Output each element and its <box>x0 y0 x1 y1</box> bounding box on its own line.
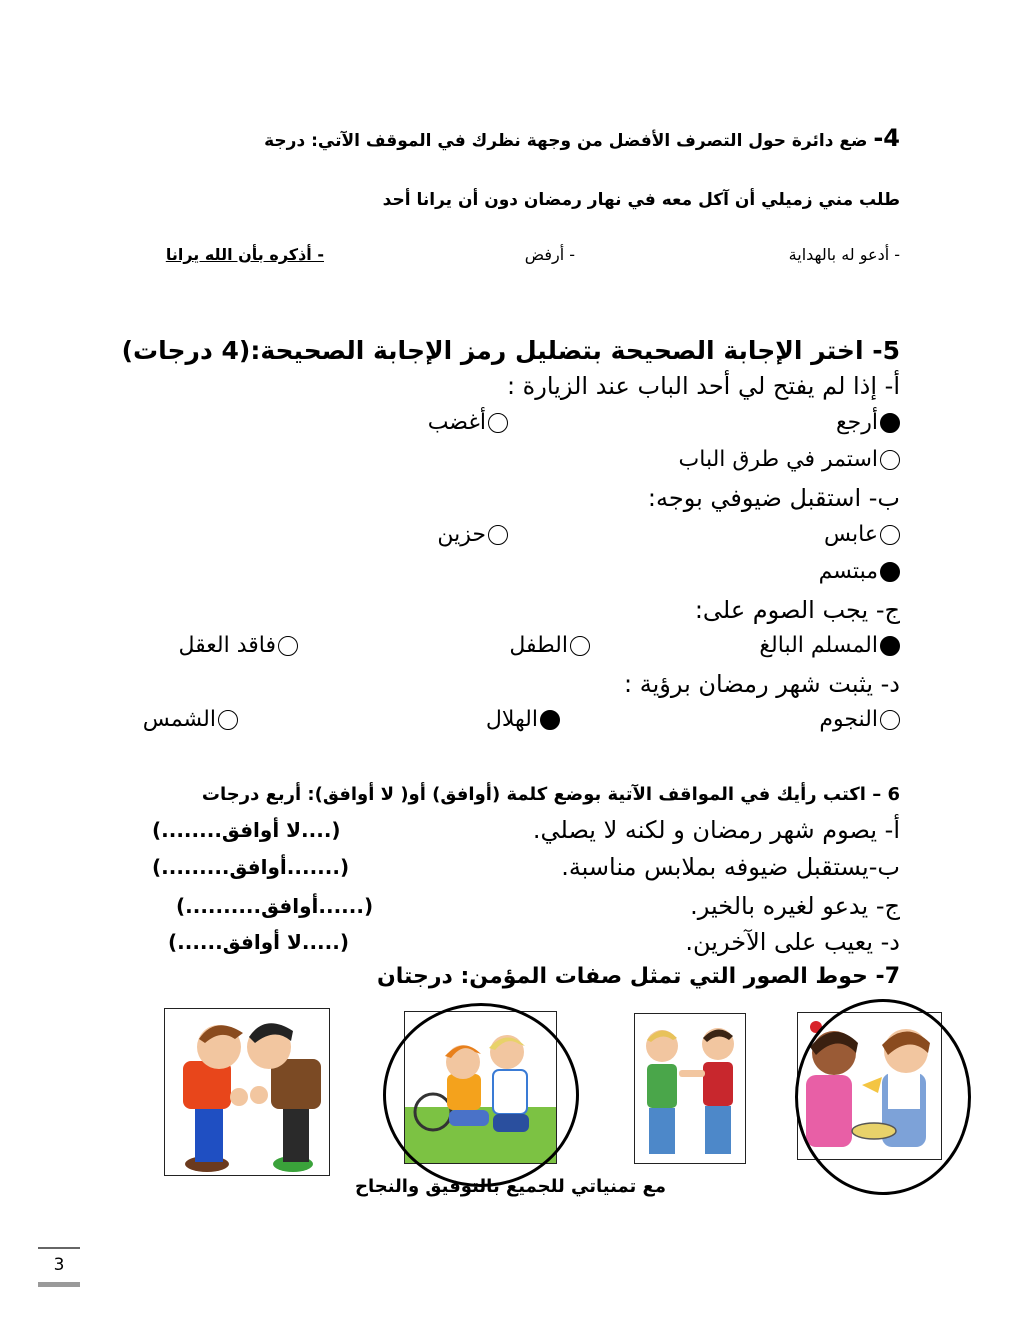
q6-item-1-answer[interactable]: (....لا أوافق........) <box>152 818 341 842</box>
empty-bubble-icon[interactable] <box>570 636 590 656</box>
q6-item-2-answer[interactable]: (.......أوافق.........) <box>152 855 350 879</box>
q5c-option-2[interactable] <box>509 633 590 658</box>
empty-bubble-icon[interactable] <box>488 525 508 545</box>
empty-bubble-icon[interactable] <box>278 636 298 656</box>
page-number-bottom-bar <box>38 1282 80 1287</box>
q6-item-1-text: أ- يصوم شهر رمضان و لكنه لا يصلي. <box>532 816 900 844</box>
page-number-top-rule <box>38 1247 80 1249</box>
q4-title: 4- ضع دائرة حول التصرف الأفضل من وجهة نظرك في الموقف الآتي: درجة <box>264 124 900 152</box>
q5c-stem: ج- يجب الصوم على: <box>694 596 900 624</box>
empty-bubble-icon[interactable] <box>488 413 508 433</box>
q5a-stem: أ- إذا لم يفتح لي أحد الباب عند الزيارة : <box>506 372 900 400</box>
q7-title: 7- حوط الصور التي تمثل صفات المؤمن: درجتان <box>376 964 900 989</box>
filled-bubble-icon[interactable] <box>880 413 900 433</box>
q4-option-2[interactable]: - أرفض <box>524 245 575 264</box>
q5a-option-3[interactable] <box>679 447 900 472</box>
q5b-stem: ب- استقبل ضيوفي بوجه: <box>647 484 900 512</box>
q5d-option-1-label: النجوم <box>819 707 878 732</box>
q5b-option-2-label: حزين <box>437 522 486 547</box>
q5c-option-3[interactable] <box>179 633 299 658</box>
empty-bubble-icon[interactable] <box>218 710 238 730</box>
q5d-stem: د- يثبت شهر رمضان برؤية : <box>624 670 900 698</box>
q5b-option-3-label: مبتسم <box>818 559 878 584</box>
q4-title-text: ضع دائرة حول التصرف الأفضل من وجهة نظرك في الموقف الآتي: درجة <box>264 131 868 151</box>
filled-bubble-icon[interactable] <box>540 710 560 730</box>
closing-message: مع تمنياتي للجميع بالتوفيق والنجاح <box>355 1176 666 1197</box>
q5a-option-1-label: أرجع <box>835 410 878 435</box>
q5d-option-2-label: الهلال <box>485 707 538 732</box>
q5c-option-2-label: الطفل <box>509 633 568 658</box>
answer-circle <box>383 1003 579 1187</box>
page-number: 3 <box>53 1255 65 1275</box>
q5b-option-3[interactable] <box>819 559 900 584</box>
q5a-option-2[interactable] <box>428 410 508 435</box>
q5d-option-3-label: الشمس <box>142 707 216 732</box>
q5c-option-1-label: المسلم البالغ <box>759 633 878 658</box>
q4-option-1[interactable]: - أدعو له بالهداية <box>788 245 900 264</box>
q5d-option-2[interactable] <box>486 707 560 732</box>
q6-item-2-text: ب-يستقبل ضيوفه بملابس مناسبة. <box>561 853 900 881</box>
q6-item-3-answer[interactable]: (......أوافق..........) <box>176 894 374 918</box>
q5d-option-1[interactable] <box>819 707 900 732</box>
q4-situation: طلب مني زميلي أن آكل معه في نهار رمضان دون أن يرانا أحد <box>382 190 900 210</box>
q6-item-3-text: ج- يدعو لغيره بالخير. <box>690 892 900 920</box>
boy-mocking-illustration <box>635 1014 745 1163</box>
q6-title: 6 – اكتب رأيك في المواقف الآتية بوضع كلمة (أوافق) أو( لا أوافق): أربع درجات <box>201 784 900 805</box>
picture-boys-fighting[interactable] <box>164 1008 330 1176</box>
q5d-option-3[interactable] <box>143 707 238 732</box>
filled-bubble-icon[interactable] <box>880 562 900 582</box>
empty-bubble-icon[interactable] <box>880 525 900 545</box>
q5a-option-3-label: استمر في طرق الباب <box>678 447 878 472</box>
q4-option-3[interactable]: - أذكره بأن الله يرانا <box>165 245 324 264</box>
q5b-option-1[interactable] <box>824 522 900 547</box>
empty-bubble-icon[interactable] <box>880 710 900 730</box>
q5c-option-1[interactable] <box>759 633 900 658</box>
q5b-option-1-label: عابس <box>823 522 878 547</box>
q5a-option-1[interactable] <box>836 410 900 435</box>
q5a-option-2-label: أغضب <box>427 410 486 435</box>
answer-circle <box>795 999 971 1195</box>
q5b-option-2[interactable] <box>437 522 508 547</box>
picture-boy-mocking[interactable] <box>634 1013 746 1164</box>
q5-title: 5- اختر الإجابة الصحيحة بتضليل رمز الإجابة الصحيحة:(4 درجات) <box>121 336 900 365</box>
q6-item-4-answer[interactable]: (.....لا أوافق......) <box>168 930 349 954</box>
boys-fighting-illustration <box>165 1009 329 1175</box>
empty-bubble-icon[interactable] <box>880 450 900 470</box>
filled-bubble-icon[interactable] <box>880 636 900 656</box>
q5c-option-3-label: فاقد العقل <box>178 633 276 658</box>
q6-item-4-text: د- يعيب على الآخرين. <box>685 928 900 956</box>
